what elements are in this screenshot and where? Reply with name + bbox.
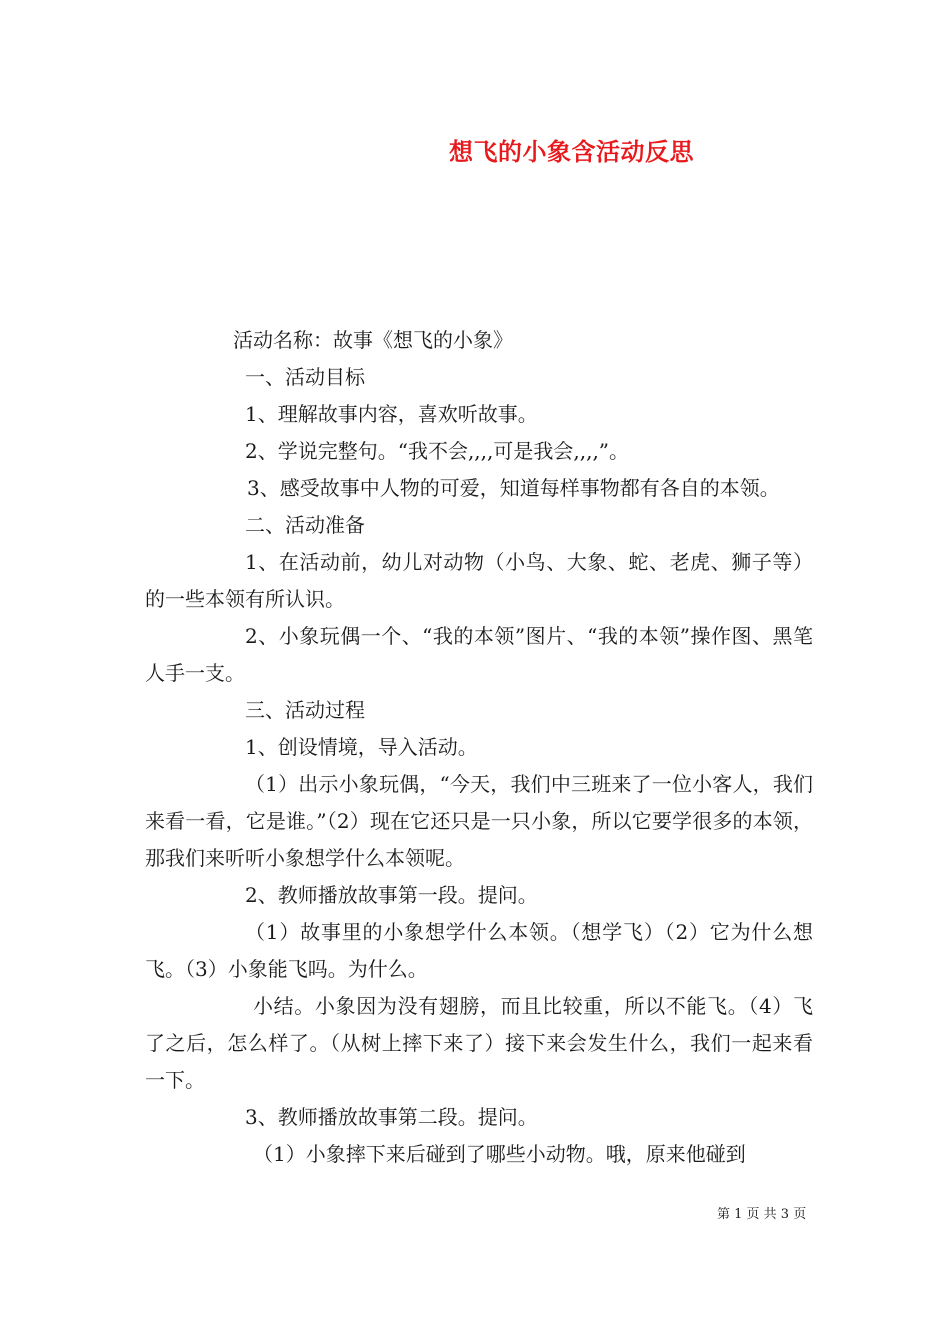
- paragraph-summary: 小结。小象因为没有翅膀，而且比较重，所以不能飞。（4）飞了之后，怎么样了。（从树上摔下来了）接下来会发生什么，我们一起来看一下。: [145, 994, 813, 1092]
- paragraph-process-3: 3、教师播放故事第二段。提问。: [245, 1105, 538, 1129]
- paragraph-process-2-questions: （1）故事里的小象想学什么本领。（想学飞）（2）它为什么想飞。（3）小象能飞吗。为什么。: [145, 920, 813, 981]
- paragraph-activity-name: 活动名称：故事《想飞的小象》: [233, 328, 513, 352]
- document-title: 想飞的小象含活动反思: [449, 137, 694, 166]
- paragraph-goal-1: 1、理解故事内容，喜欢听故事。: [245, 402, 538, 426]
- heading-activity-goals: 一、活动目标: [245, 365, 365, 389]
- heading-activity-process: 三、活动过程: [245, 698, 365, 722]
- document-body: [145, 322, 813, 1173]
- paragraph-process-1: 1、创设情境，导入活动。: [245, 735, 478, 759]
- paragraph-process-1-detail: （1）出示小象玩偶，“今天，我们中三班来了一位小客人，我们来看一看，它是谁。”（2）现在它还只是一只小象，所以它要学很多的本领，那我们来听听小象想学什么本领呢。: [145, 772, 813, 870]
- paragraph-goal-2: 2、学说完整句。“我不会,,,,可是我会,,,,”。: [245, 439, 630, 463]
- paragraph-prep-1: 1、在活动前，幼儿对动物（小鸟、大象、蛇、老虎、狮子等）的一些本领有所认识。: [145, 550, 813, 611]
- paragraph-process-2: 2、教师播放故事第一段。提问。: [245, 883, 538, 907]
- heading-activity-preparation: 二、活动准备: [245, 513, 365, 537]
- paragraph-goal-3: 3、感受故事中人物的可爱，知道每样事物都有各自的本领。: [247, 476, 780, 500]
- page-number-footer: 第 1 页 共 3 页: [717, 1207, 807, 1222]
- paragraph-prep-2: 2、小象玩偶一个、“我的本领”图片、“我的本领”操作图、黑笔人手一支。: [145, 624, 813, 685]
- paragraph-process-3-questions: （1）小象摔下来后碰到了哪些小动物。哦，原来他碰到: [253, 1142, 746, 1166]
